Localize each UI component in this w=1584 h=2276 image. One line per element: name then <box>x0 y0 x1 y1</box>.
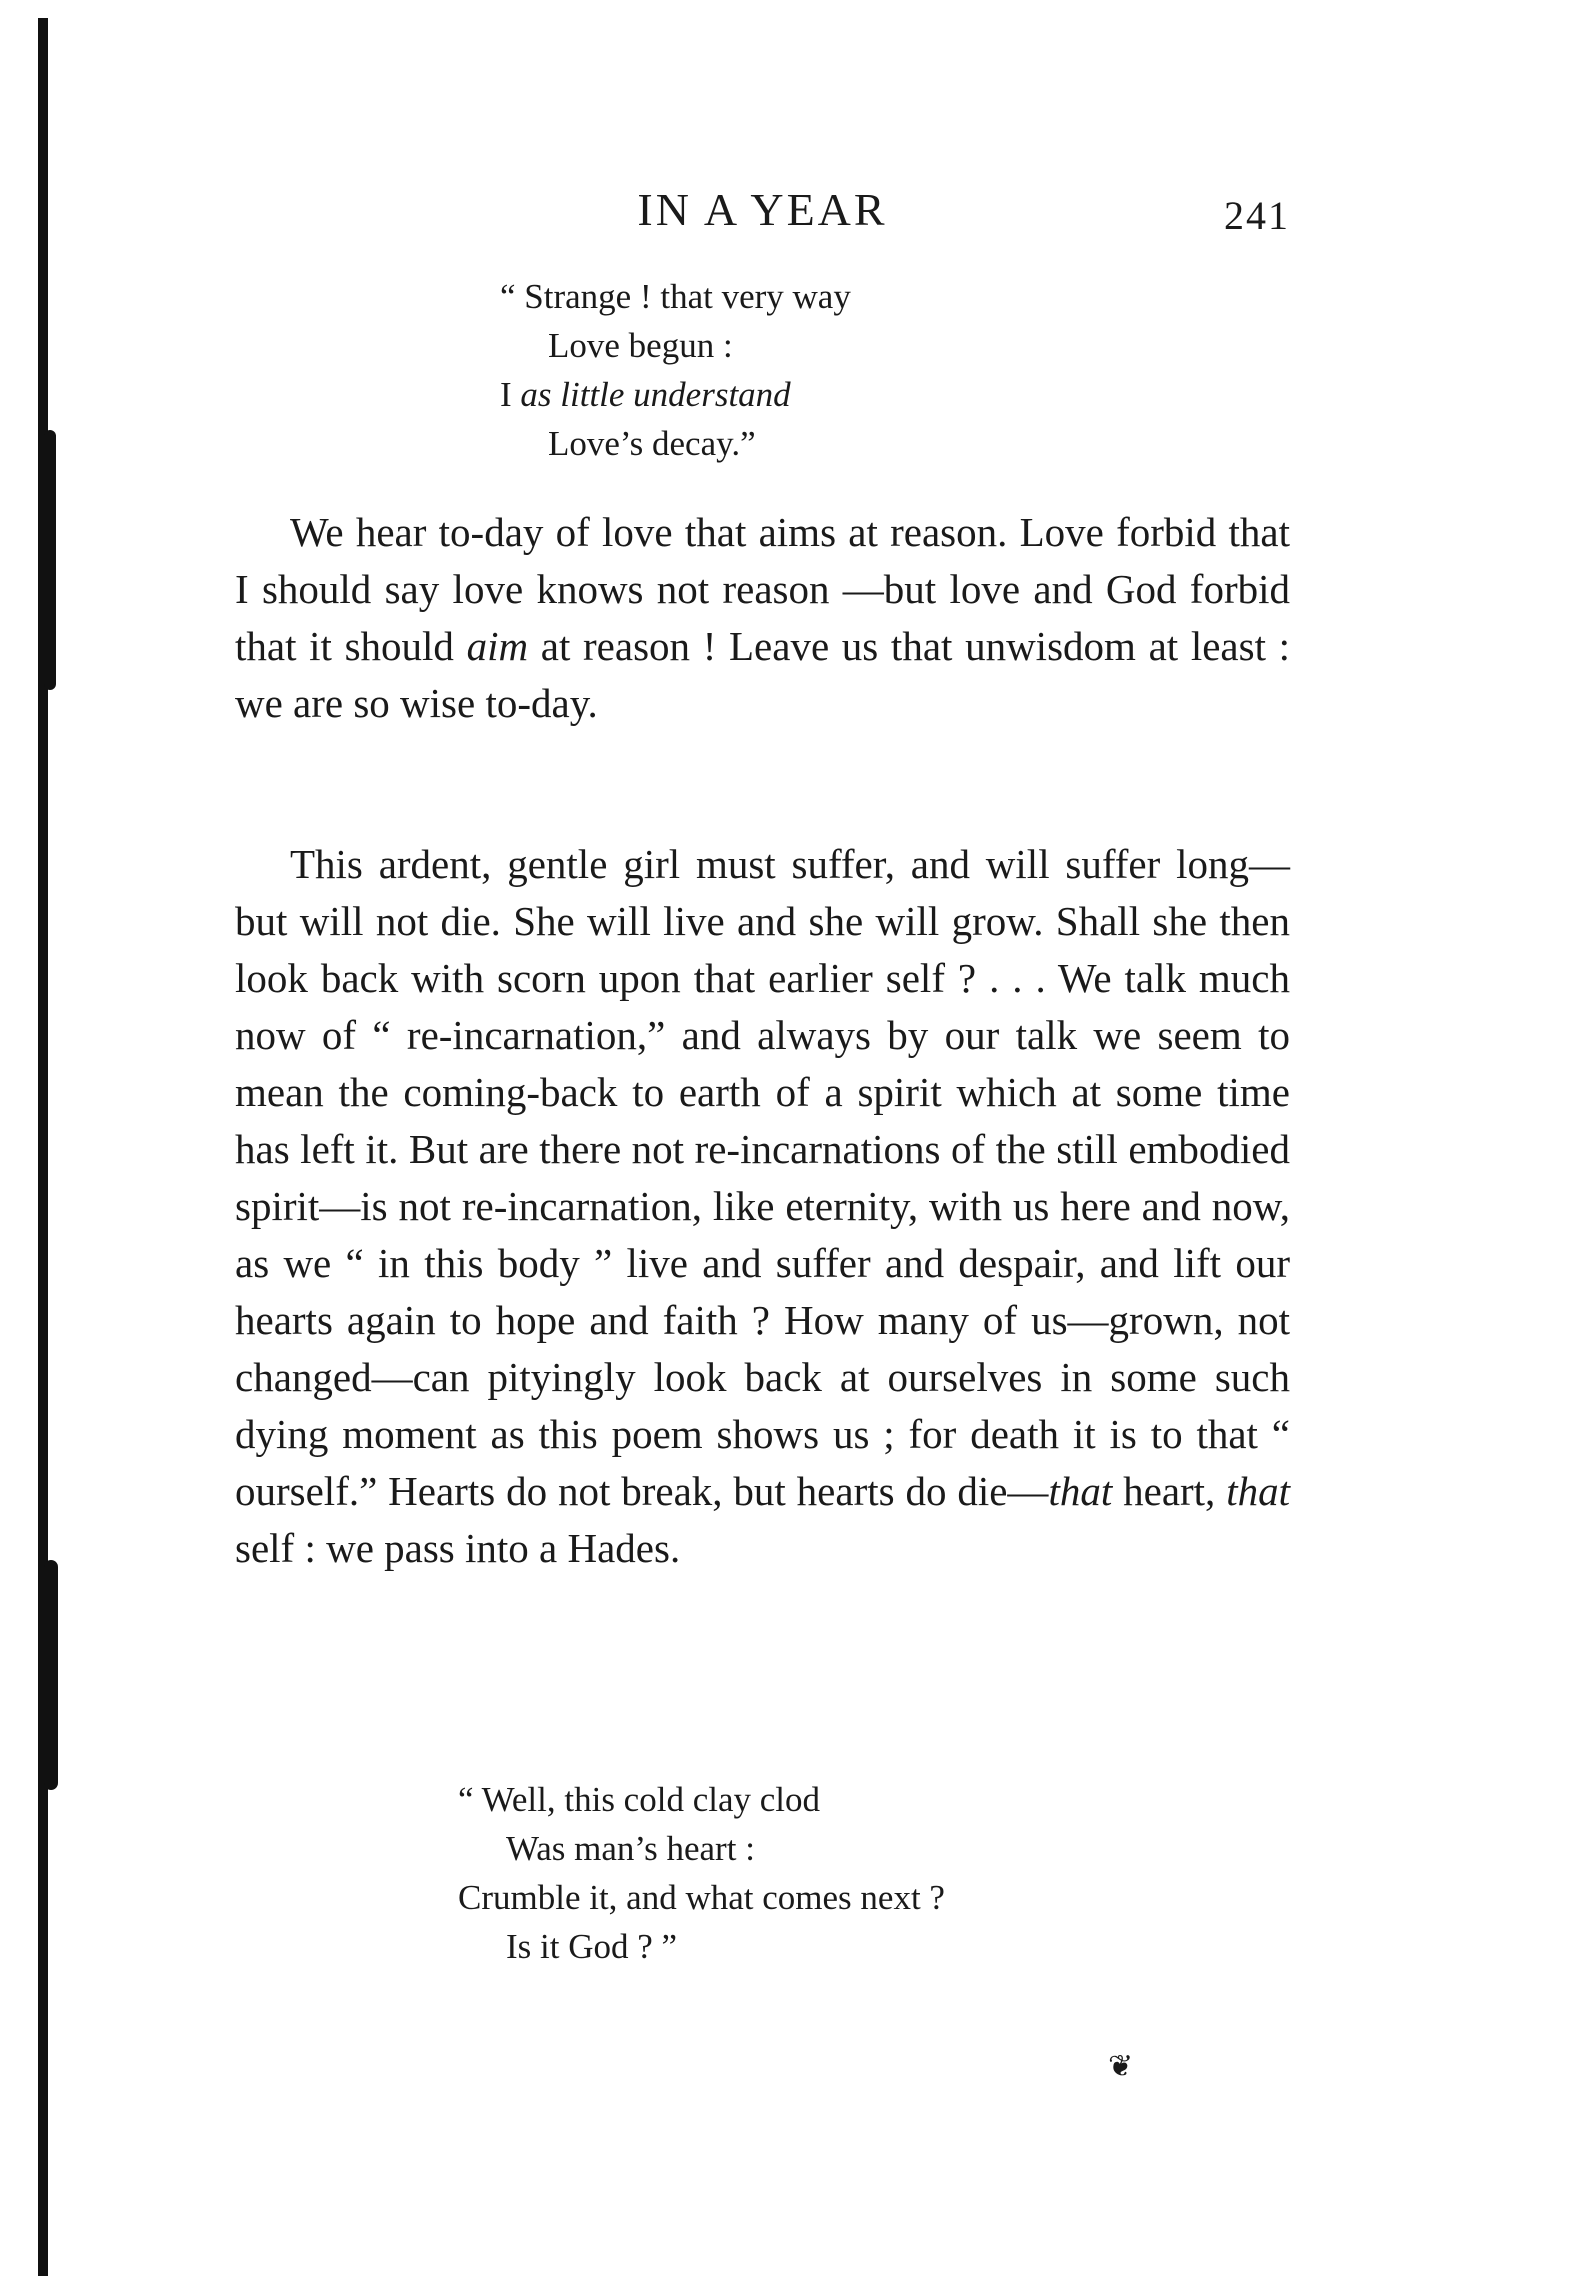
verse-quote-bottom <box>458 1775 945 1971</box>
verse-line: Love’s decay.” <box>548 424 756 463</box>
paragraph-2 <box>235 836 1290 1577</box>
paragraph-text: We hear to-day of love that aims at reason. Love forbid that I should say love knows not reason —but love and God forbid that it should aim at reason ! Leave us that unwisdom at least : we are so wise to-day. <box>235 509 1291 726</box>
paragraph-1 <box>235 504 1290 732</box>
running-title: IN A YEAR <box>637 184 888 235</box>
paragraph-text: This ardent, gentle girl must suffer, and will suffer long—but will not die. She will live and she will grow. Shall she then look back with scorn upon that earlier self ? . . . We talk much now of “ re-incarnation,” and always by our talk we seem to mean the coming-back to earth of a spirit which at some time has left it. But are there not re-incarnations of the still embodied spirit—is not re-incarnation, like eternity, with us here and now, as we “ in this body ” live and suffer and despair, and lift our hearts again to hope and faith ? How many of us—grown, not changed—can pityingly look back at ourselves in some such dying moment as this poem shows us ; for death it is to that “ ourself.” Hearts do not break, but hearts do die—that heart, that self : we pass into a Hades. <box>235 841 1290 1571</box>
verse-line: “ Strange ! that very way <box>500 277 851 316</box>
verse-line: Crumble it, and what comes next ? <box>458 1878 945 1917</box>
verse-line: I as little understand <box>500 375 791 414</box>
emphasis-that: that <box>1226 1468 1290 1514</box>
verse-line: “ Well, this cold clay clod <box>458 1780 820 1819</box>
page-number: 241 <box>1224 193 1290 238</box>
running-head <box>235 180 1290 240</box>
verse-line: Was man’s heart : <box>506 1829 755 1868</box>
emphasis-aim: aim <box>466 623 529 669</box>
verse-line: Love begun : <box>548 326 733 365</box>
fleuron-icon: ❦ <box>1108 2050 1134 2083</box>
verse-line: Is it God ? ” <box>506 1927 678 1966</box>
verse-quote-top <box>500 272 851 468</box>
emphasis-that: that <box>1048 1468 1113 1514</box>
verse-emphasis: as little understand <box>520 375 791 414</box>
page-edge-blot-upper <box>44 430 56 690</box>
page-edge-blot-lower <box>44 1560 58 1790</box>
page-edge-shadow <box>38 18 48 2276</box>
